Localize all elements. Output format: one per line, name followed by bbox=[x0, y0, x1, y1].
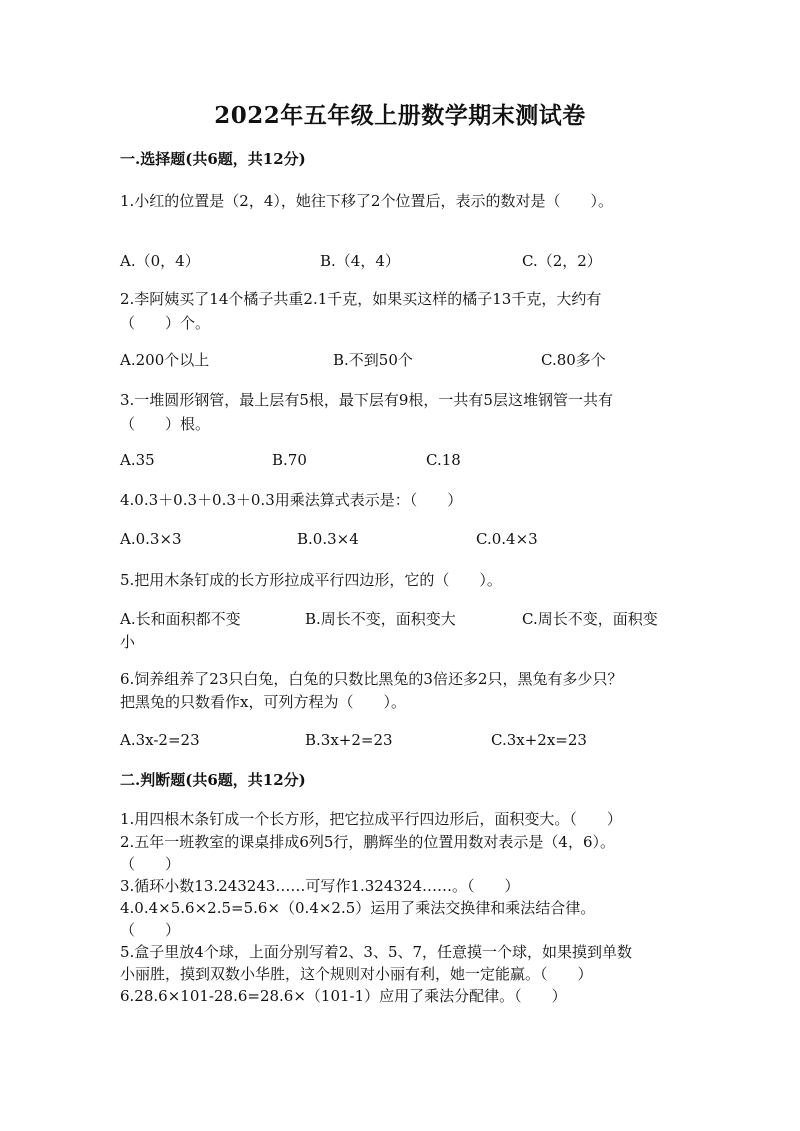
question-2-option-a: A.200个以上 bbox=[120, 351, 210, 369]
question-5-text: 5.把用木条钉成的长方形拉成平行四边形，它的（ ）。 bbox=[120, 571, 502, 589]
section-heading-judgement: 二.判断题(共6题，共12分) bbox=[120, 771, 306, 789]
question-2-text-cont: （ ）个。 bbox=[120, 314, 211, 332]
question-5-option-b: B.周长不变，面积变大 bbox=[305, 610, 456, 628]
judgement-line-4: 3.循环小数13.243243……可写作1.324324……。（ ） bbox=[120, 877, 520, 895]
question-4-text: 4.0.3＋0.3＋0.3＋0.3用乘法算式表示是：（ ） bbox=[120, 491, 463, 509]
question-3-option-b: B.70 bbox=[272, 451, 307, 469]
question-5-option-c-wrap: 小 bbox=[120, 633, 136, 651]
question-2-option-b: B.不到50个 bbox=[333, 351, 413, 369]
exam-title: 2022年五年级上册数学期末测试卷 bbox=[214, 102, 586, 129]
question-6-option-c: C.3x+2x=23 bbox=[491, 731, 587, 749]
question-3-text-cont: （ ）根。 bbox=[120, 415, 211, 433]
question-1-text: 1.小红的位置是（2，4），她往下移了2个位置后，表示的数对是（ ）。 bbox=[120, 192, 613, 210]
question-6-option-b: B.3x+2=23 bbox=[305, 731, 393, 749]
question-6-option-a: A.3x-2=23 bbox=[120, 731, 200, 749]
question-6-text-cont: 把黑兔的只数看作x，可列方程为（ ）。 bbox=[120, 693, 406, 711]
judgement-line-2: 2.五年一班教室的课桌排成6列5行，鹏辉坐的位置用数对表示是（4，6）。 bbox=[120, 833, 615, 851]
judgement-line-8: 小丽胜，摸到双数小华胜，这个规则对小丽有利，她一定能赢。（ ） bbox=[120, 965, 593, 983]
question-4-option-a: A.0.3×3 bbox=[120, 530, 182, 548]
judgement-line-3: （ ） bbox=[120, 855, 181, 873]
question-6-text: 6.饲养组养了23只白兔，白兔的只数比黑兔的3倍还多2只，黑兔有多少只？ bbox=[120, 670, 623, 688]
question-5-option-a: A.长和面积都不变 bbox=[120, 610, 241, 628]
question-2-text: 2.李阿姨买了14个橘子共重2.1千克，如果买这样的橘子13千克，大约有 bbox=[120, 290, 602, 308]
question-1-option-a: A.（0，4） bbox=[120, 252, 200, 270]
judgement-line-5: 4.0.4×5.6×2.5=5.6×（0.4×2.5）运用了乘法交换律和乘法结合律。 bbox=[120, 899, 596, 917]
section-heading-choice: 一.选择题(共6题，共12分) bbox=[120, 150, 306, 168]
question-1-option-b: B.（4，4） bbox=[320, 252, 400, 270]
question-5-option-c: C.周长不变，面积变 bbox=[522, 610, 658, 628]
question-3-option-c: C.18 bbox=[426, 451, 461, 469]
question-2-option-c: C.80多个 bbox=[541, 351, 606, 369]
question-4-option-b: B.0.3×4 bbox=[297, 530, 359, 548]
judgement-line-6: （ ） bbox=[120, 921, 181, 939]
question-1-option-c: C.（2，2） bbox=[522, 252, 602, 270]
judgement-line-9: 6.28.6×101-28.6=28.6×（101-1）应用了乘法分配律。（ ） bbox=[120, 987, 567, 1005]
judgement-line-7: 5.盒子里放4个球，上面分别写着2、3、5、7，任意摸一个球，如果摸到单数 bbox=[120, 943, 633, 961]
question-3-text: 3.一堆圆形钢管，最上层有5根，最下层有9根，一共有5层这堆钢管一共有 bbox=[120, 391, 613, 409]
question-3-option-a: A.35 bbox=[120, 451, 155, 469]
question-4-option-c: C.0.4×3 bbox=[476, 530, 538, 548]
judgement-line-1: 1.用四根木条钉成一个长方形，把它拉成平行四边形后，面积变大。（ ） bbox=[120, 810, 622, 828]
